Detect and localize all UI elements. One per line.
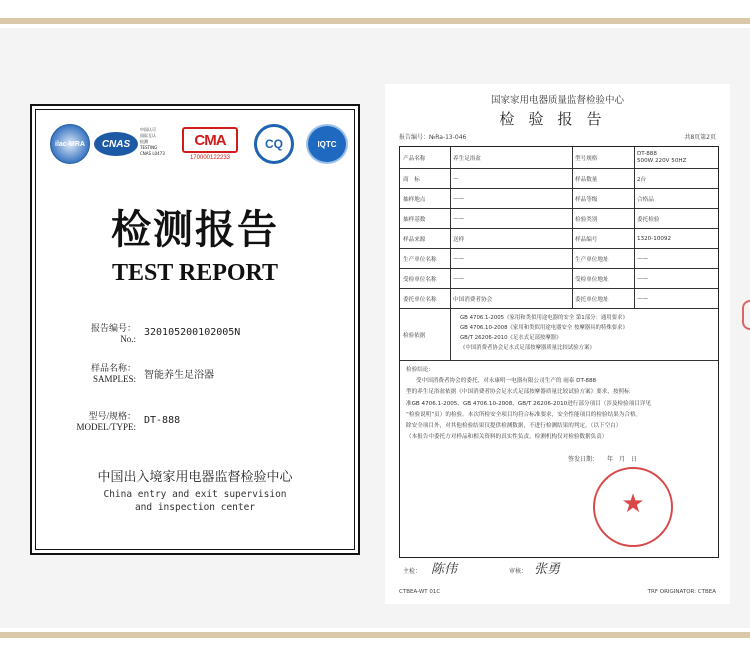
table-row: 抽样基数 —— 检验类别 委托检验 xyxy=(400,209,718,229)
ilac-mra-logo-icon: ilac-MRA xyxy=(50,124,90,164)
issue-date: 签发日期： 年 月 日 xyxy=(568,456,638,463)
reviewer-signature: 张勇 xyxy=(534,562,561,577)
iqtc-logo-icon: IQTC xyxy=(306,124,348,164)
cnas-caption: 中国认可 国际互认 检测 TESTING CNAS L0473 xyxy=(140,127,165,156)
table-row: 商 标 — 样品数量 2台 xyxy=(400,169,718,189)
table-row: 抽样地点 —— 样品等级 合格品 xyxy=(400,189,718,209)
cover-title-chinese: 检测报告 xyxy=(111,207,279,253)
issuing-center-chinese: 中国出入境家用电器监督检验中心 xyxy=(97,470,293,485)
inspection-basis-list: GB 4706.1-2005《家用和类似用途电器的安全 第1部分：通用要求》 GB 4706.10-2008《家用和类似用途电器安全 按摩器具的特殊要求》 GB/T 26206-2010《足水式足部按摩器》 《中国消费者协会足水式足部按摩器质量比较试验方案》 xyxy=(460,315,628,351)
table-row: 生产单位名称 —— 生产单位地址 —— xyxy=(400,249,718,269)
cnas-logo-icon: CNAS xyxy=(94,124,138,164)
cover-border: ilac-MRA CNAS 中国认可 国际互认 检测 TESTING CNAS L0473 CMA 170000122233 CQ IQTC 检测报告 TEST REPORT 报告编号： No.: 320105200102005N 样品名称： SAMPLES: 智能养生足浴器 型号/规格： MODEL/TYPE: DT-888 中国出入境家用电器监督检验中心 China entry and exit supervision and inspection center xyxy=(35,109,355,550)
conclusion-text: 检验结论： 受中国消费者协会的委托，对永康明一电器有限公司生产的 雨泰 DT-888 型的养生足浴盆依据《中国消费者协会足水式足部按摩器质量比较试验方案》要求，按照标 准GB 4706.1-2005、GB 4706.10-2008、GB/T 26206-2010进行部分项目（涉及检验项目详见 “检验说明”页）的检验。本次所检安全项目均符合标准要求，安全性能项目的检验结果为合格。 除安全项目外，对其他检验结果仅提供检测数据，不进行检测结果的判定。（以下空白） （本报告中委托方对样品和相关资料的真实性负责，检测机构仅对检验数据负责） xyxy=(406,367,652,441)
report-number-value: 320105200102005N xyxy=(144,327,241,338)
accreditation-logos xyxy=(50,124,346,166)
inspection-basis-row: 检验依据 GB 4706.1-2005《家用和类似用途电器的安全 第1部分：通用要求》 GB 4706.10-2008《家用和类似用途电器安全 按摩器具的特殊要求》 GB/T 26206-2010《足水式足部按摩器》 《中国消费者协会足水式足部按摩器质量比较试验方案》 xyxy=(400,309,718,361)
samples-value: 智能养生足浴器 xyxy=(144,370,214,381)
form-originator: TRF ORIGINATOR: CTBEA xyxy=(647,589,716,595)
report-page-count: 共8页第2页 xyxy=(684,134,716,141)
bottom-decorative-rule xyxy=(0,632,750,638)
table-row: 样品来源 送样 样品编号 1320-10092 xyxy=(400,229,718,249)
signature-line: 主检： 陈伟 审核： 张勇 xyxy=(399,558,719,584)
cma-logo-icon: CMA 170000122233 xyxy=(178,124,242,164)
approver-signature: 陈伟 xyxy=(431,562,458,577)
table-row: 产品名称 养生足浴盆 型号规格 DT-888 500W 220V 50HZ xyxy=(400,147,718,169)
table-row: 受检单位名称 —— 受检单位地址 —— xyxy=(400,269,718,289)
table-row: 委托单位名称 中国消费者协会 委托单位地址 —— xyxy=(400,289,718,309)
issuing-center-english: China entry and exit supervision and inspection center xyxy=(103,489,287,513)
report-title: 检验报告 xyxy=(499,110,616,128)
report-cover xyxy=(30,104,360,555)
report-page xyxy=(385,84,730,604)
model-value: DT-888 xyxy=(144,415,181,426)
report-organization: 国家家用电器质量监督检验中心 xyxy=(490,95,624,106)
official-seal-icon: ★ xyxy=(593,467,673,547)
cq-logo-icon: CQ xyxy=(254,124,294,164)
top-decorative-rule xyxy=(0,18,750,24)
form-code: CTBEA-WT 01C xyxy=(399,589,441,595)
cover-title-english: TEST REPORT xyxy=(111,260,279,286)
partial-seal-icon xyxy=(742,300,750,330)
report-page-number-code: 报告编号：№Ra-13-046 xyxy=(399,134,467,141)
conclusion-row xyxy=(400,361,718,559)
